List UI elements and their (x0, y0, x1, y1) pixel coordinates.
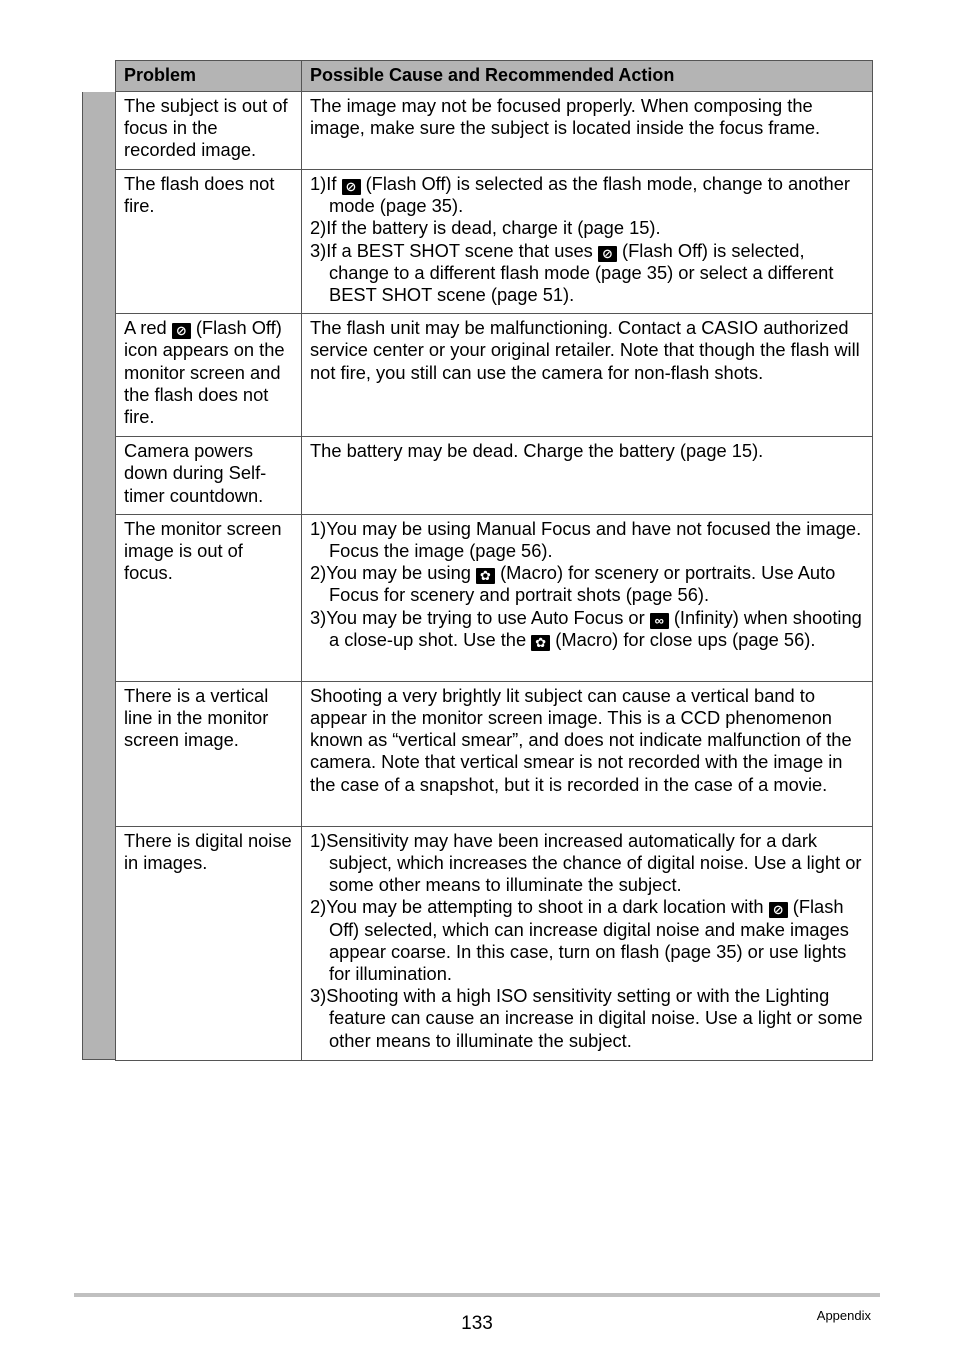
macro-icon: ✿ (476, 568, 495, 584)
action-cell (302, 826, 873, 1060)
action-cell: The image may not be focused properly. When composing the image, make sure the subject is located inside the focus frame. (302, 92, 873, 170)
action-cell: The flash unit may be malfunctioning. Contact a CASIO authorized service center or your original retailer. Note that though the flash will not fire, you still can use the camera for non-flash shots. (302, 314, 873, 437)
action-item: 2)You may be attempting to shoot in a dark location with ⊘ (Flash Off) selected, which can increase digital noise and make images appear coarse. In this case, turn on flash (page 35) or use lights for illumination. (310, 896, 849, 985)
action-cell: The battery may be dead. Charge the battery (page 15). (302, 437, 873, 515)
troubleshooting-table (115, 60, 873, 1061)
table-row (116, 92, 873, 170)
header-cause-action: Possible Cause and Recommended Action (302, 61, 873, 92)
action-item: 2)You may be using ✿ (Macro) for scenery or portraits. Use Auto Focus for scenery and portrait shots (page 56). (310, 562, 836, 606)
table-row (116, 514, 873, 681)
action-cell (302, 514, 873, 681)
flash-off-icon: ⊘ (769, 902, 788, 918)
problem-cell: The monitor screen image is out of focus. (116, 514, 302, 681)
infinity-icon: ∞ (650, 613, 669, 629)
action-item: 1)You may be using Manual Focus and have not focused the image. Focus the image (page 56). (310, 517, 862, 562)
table-row (116, 681, 873, 826)
flash-off-icon: ⊘ (598, 246, 617, 262)
section-tab-bar (82, 92, 115, 1060)
footer-rule (74, 1293, 880, 1297)
action-cell (302, 170, 873, 314)
problem-cell: The flash does not fire. (116, 170, 302, 314)
section-label: Appendix (816, 1308, 871, 1323)
action-item: 1)Sensitivity may have been increased automatically for a dark subject, which increases the chance of digital noise. Use a light or some other means to illuminate the subject. (310, 829, 862, 896)
table-row (116, 826, 873, 1060)
problem-cell: The subject is out of focus in the recorded image. (116, 92, 302, 170)
header-problem: Problem (116, 61, 302, 92)
page-number: 133 (461, 1313, 493, 1334)
problem-cell: Camera powers down during Self-timer countdown. (116, 437, 302, 515)
action-item: 3)If a BEST SHOT scene that uses ⊘ (Flash Off) is selected, change to a different flash mode (page 35) or select a different BEST SHOT scene (page 51). (310, 239, 834, 306)
flash-off-icon: ⊘ (342, 179, 361, 195)
table-header-row (116, 61, 873, 92)
macro-icon: ✿ (531, 635, 550, 651)
action-item: 2)If the battery is dead, charge it (page 15). (310, 217, 661, 239)
problem-cell: There is digital noise in images. (116, 826, 302, 1060)
table-row (116, 437, 873, 515)
table-row (116, 170, 873, 314)
action-item: 3)You may be trying to use Auto Focus or ∞ (Infinity) when shooting a close-up shot. Use the ✿ (Macro) for close ups (page 56). (310, 606, 862, 650)
problem-cell: There is a vertical line in the monitor screen image. (116, 681, 302, 826)
action-cell: Shooting a very brightly lit subject can cause a vertical band to appear in the monitor screen image. This is a CCD phenomenon known as “vertical smear”, and does not indicate malfunction of the camera. Note that vertical smear is not recorded with the image in the case of a snapshot, but it is recorded in the case of a movie. (302, 681, 873, 826)
action-item: 1)If ⊘ (Flash Off) is selected as the flash mode, change to another mode (page 35). (310, 173, 850, 217)
flash-off-icon: ⊘ (172, 323, 191, 339)
problem-cell: A red ⊘ (Flash Off) icon appears on the monitor screen and the flash does not fire. (116, 314, 302, 437)
table-row (116, 314, 873, 437)
action-item: 3)Shooting with a high ISO sensitivity setting or with the Lighting feature can cause an increase in digital noise. Use a light or some other means to illuminate the subject. (310, 985, 863, 1051)
